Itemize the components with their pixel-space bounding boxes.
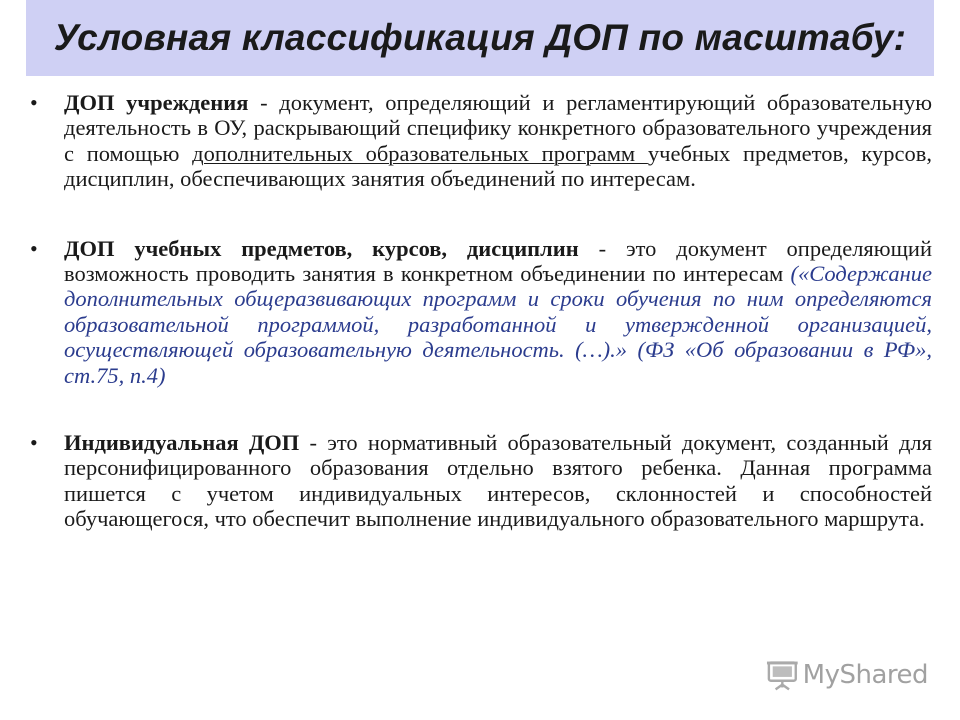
title-bar [26, 0, 934, 76]
bullet-item-subject-program [30, 236, 932, 388]
watermark-logo [766, 656, 928, 694]
item-text: - это нормативный образовательный документ, созданный для персонифицированного образования отдельно взятого ребенка. Данная программа пишется с учетом индивидуальных интересов, склонностей и способностей обучающегося, что обеспечит выполнение индивидуального образовательного маршрута. [64, 430, 932, 532]
bullet-dot: • [30, 430, 38, 456]
law-quote: («Содержание дополнительных общеразвивающих программ и сроки обучения по ним определяются образовательной программой, разработанной и утвержденной организацией, осуществляющей образовательную деятельность. (…).» (ФЗ «Об образовании в РФ», ст.75, п.4) [64, 261, 932, 388]
bullet-list [30, 90, 932, 532]
item-underlined-text: дополнительных образовательных программ [192, 140, 648, 166]
bullet-dot: • [30, 90, 38, 115]
bullet-item-individual-program [30, 430, 932, 532]
bullet-dot: • [30, 235, 38, 261]
item-text-continued: учебных предметов, курсов, дисциплин, обеспечивающих занятия объединений по интересам. [64, 140, 933, 192]
presentation-board-icon [766, 658, 799, 692]
item-term: ДОП учебных предметов, курсов, дисциплин [64, 235, 579, 261]
item-term: Индивидуальная ДОП [64, 430, 300, 456]
slide-title: Условная классификация ДОП по масштабу: [53, 17, 907, 58]
bullet-item-institution-program [30, 90, 932, 192]
item-text: - это документ определяющий возможность проводить занятия в конкретном объединении по интересам [64, 235, 932, 287]
watermark-text: MyShared [802, 660, 928, 690]
item-text: - документ, определяющий и регламентирующий образовательную деятельность в ОУ, раскрывающий специфику конкретного образовательного учреждения с помощью [64, 90, 932, 166]
item-term: ДОП учреждения [64, 90, 249, 115]
